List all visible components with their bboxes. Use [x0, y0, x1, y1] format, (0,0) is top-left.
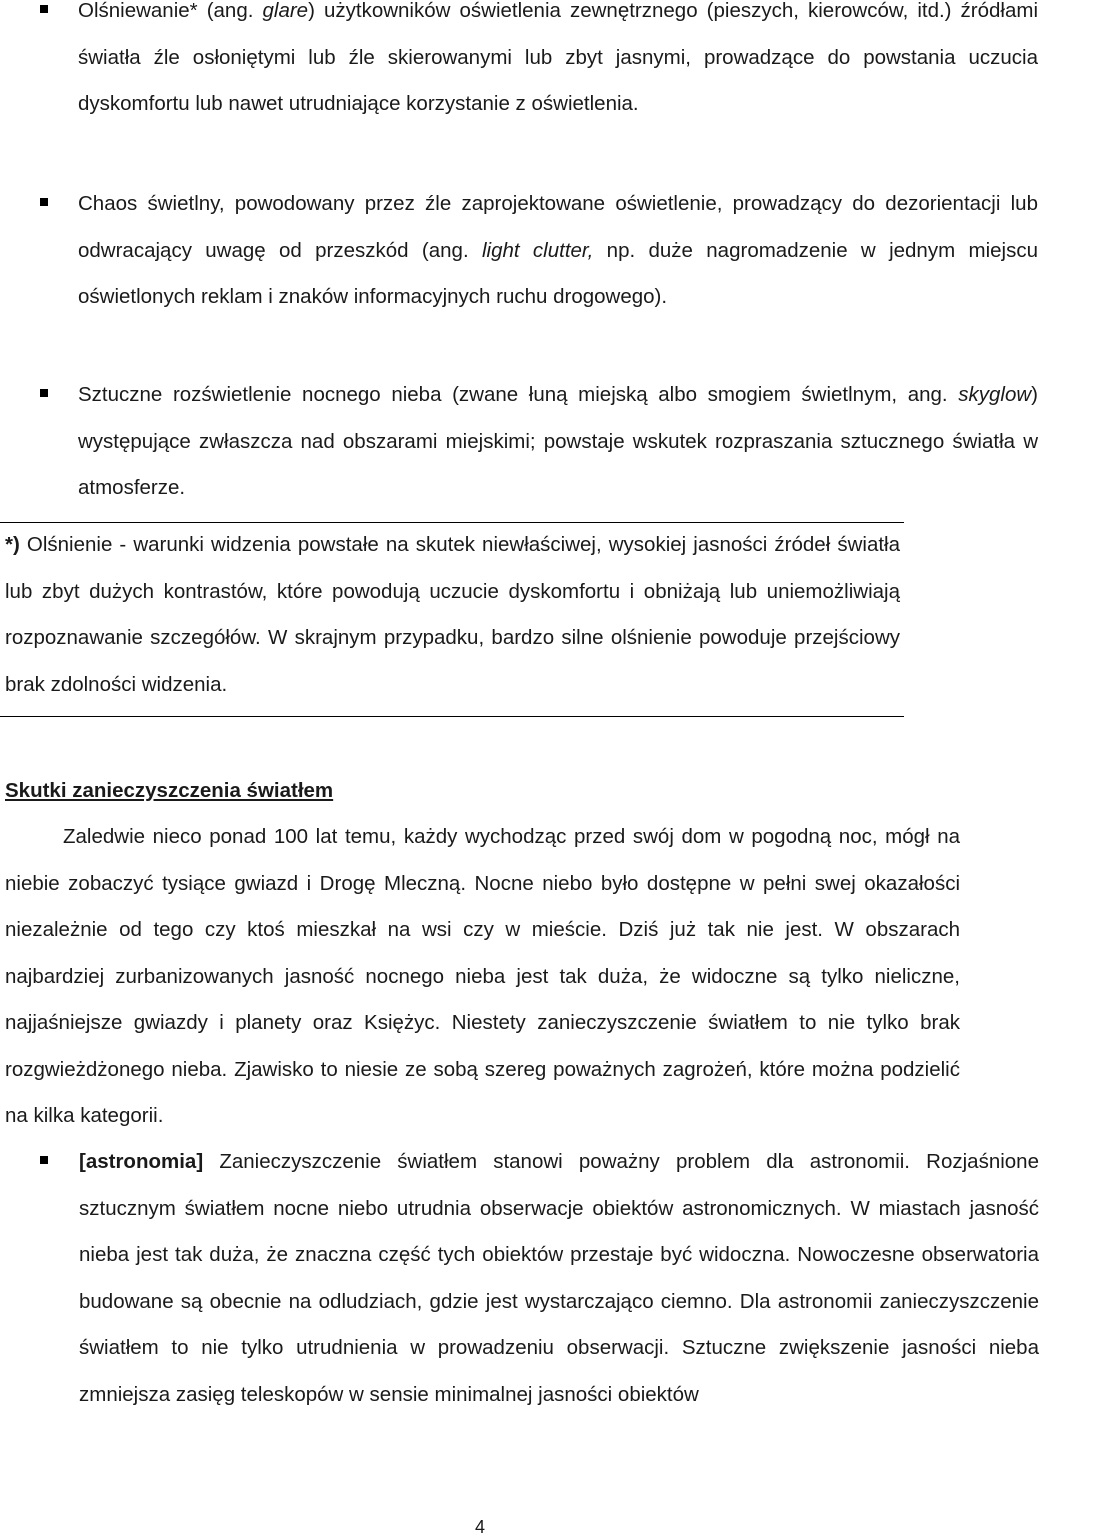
bullet-skyglow — [0, 372, 1098, 512]
bullet-clutter-term: light clutter, — [481, 238, 594, 262]
footnote-glare-definition — [5, 522, 900, 708]
bullet-astronomy-label: [astronomia] — [79, 1150, 204, 1173]
bullet-skyglow-term: skyglow — [958, 383, 1032, 406]
bullet-glare — [0, 0, 1098, 128]
bullet-glare-lead: Olśniewanie* (ang. — [78, 0, 263, 22]
bullet-astronomy — [0, 1139, 1039, 1418]
bullet-clutter-lead: Chaos świetlny, powodowany przez źle zaprojektowane oświetlenie, prowadzący do dezorientacji lub odwracający uwagę od przeszkód (ang. — [78, 192, 1038, 262]
bullet-skyglow-rest: ) występujące zwłaszcza nad obszarami miejskimi; powstaje wskutek rozpraszania sztucznego światła w atmosferze. — [78, 383, 1038, 499]
bullet-clutter-rest: np. duże nagromadzenie w jednym miejscu oświetlonych reklam i znaków informacyjnych ruchu drogowego). — [78, 238, 1038, 308]
footnote-bottom-rule — [0, 716, 904, 717]
section-paragraph: Zaledwie nieco ponad 100 lat temu, każdy wychodząc przed swój dom w pogodną noc, mógł na niebie zobaczyć tysiące gwiazd i Drogę Mleczną. Nocne niebo było dostępne w pełni swej okazałości niezależnie od tego czy ktoś mieszkał na wsi czy w mieście. Dziś już tak nie jest. W obszarach najbardziej zurbanizowanych jasność nocnego nieba jest tak duża, że widoczne są tylko nieliczne, najjaśniejsze gwiazdy i planety oraz Księżyc. Niestety zanieczyszczenie światłem to nie tylko brak rozgwieżdżonego nieba. Zjawisko to niesie ze sobą szereg poważnych zagrożeń, które można podzielić na kilka kategorii. — [5, 825, 960, 1127]
bullet-glare-rest: ) użytkowników oświetlenia zewnętrznego (pieszych, kierowców, itd.) źródłami światła źle osłoniętymi lub źle skierowanymi lub zbyt jasnymi, prowadzące do powstania uczucia dyskomfortu lub nawet utrudniające korzystanie z oświetlenia. — [78, 0, 1039, 115]
footnote-text: Olśnienie - warunki widzenia powstałe na skutek niewłaściwej, wysokiej jasności źródeł światła lub zbyt dużych kontrastów, które powodują uczucie dyskomfortu i obniżają lub uniemożliwiają rozpoznawanie szczegółów. W skrajnym przypadku, bardzo silne olśnienie powoduje przejściowy brak zdolności widzenia. — [5, 533, 900, 696]
bullet-glare-term: glare — [262, 0, 309, 22]
bullet-skyglow-lead: Sztuczne rozświetlenie nocnego nieba (zwane łuną miejską albo smogiem świetlnym, ang. — [78, 383, 959, 406]
bullet-light-clutter — [0, 181, 1098, 321]
page-number: 4 — [474, 1517, 485, 1537]
footnote-marker: *) — [5, 533, 20, 556]
section-heading: Skutki zanieczyszczenia światłem — [5, 779, 334, 802]
bullet-astronomy-text: Zanieczyszczenie światłem stanowi poważny problem dla astronomii. Rozjaśnione sztucznym światłem nocne niebo utrudnia obserwacje obiektów astronomicznych. W miastach jasność nieba jest tak duża, że znaczna część tych obiektów przestaje być widoczna. Nowoczesne obserwatoria budowane są obecnie na odludziach, gdzie jest wystarczająco ciemno. Dla astronomii zanieczyszczenie światłem to nie tylko utrudnienia w prowadzeniu obserwacji. Sztuczne zwiększenie jasności nieba zmniejsza zasięg teleskopów w sensie minimalnej jasności obiektów — [79, 1150, 1039, 1406]
